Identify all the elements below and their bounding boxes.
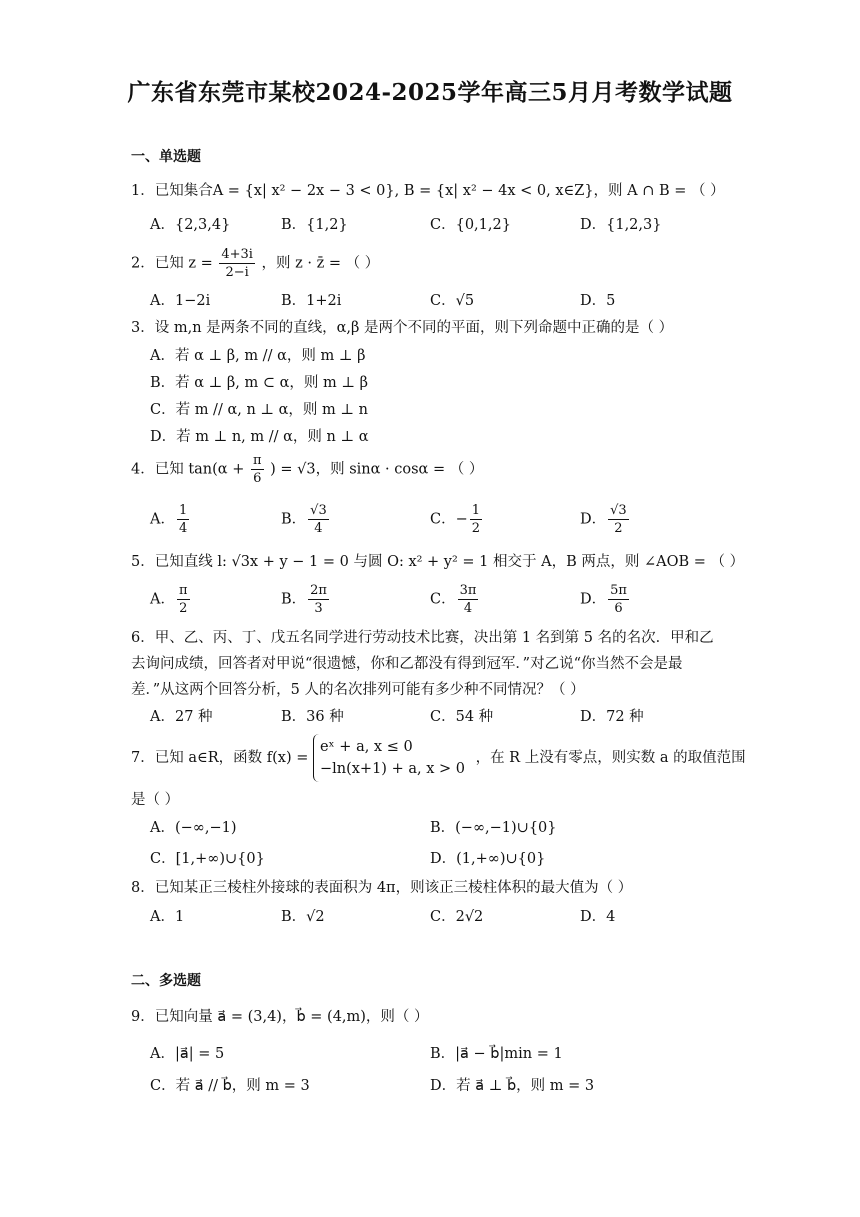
q4-a-den: 4 [178, 521, 188, 536]
q7-option-d: D．(1,+∞)∪{0} [430, 851, 546, 867]
q8-option-b: B．√2 [281, 909, 325, 925]
q5-d-num: 5π [610, 583, 627, 598]
q4-option-a [150, 504, 191, 535]
q1-option-d: D．{1,2,3} [580, 217, 662, 233]
q7-stem-post: ，在 R 上没有零点，则实数 a 的取值范围 [475, 750, 746, 766]
q4-option-b-label: B． [281, 511, 307, 528]
q1-option-c: C．{0,1,2} [430, 217, 511, 233]
q5-option-d-frac [608, 584, 629, 615]
q9-option-b: B．|a⃗ − b⃗|min = 1 [430, 1046, 563, 1062]
q5-a-den: 2 [179, 601, 188, 616]
q4-b-den: 4 [314, 521, 323, 536]
question-4-stem [131, 454, 483, 485]
q1-option-b: B．{1,2} [281, 217, 348, 233]
q4-option-c-label: C．− [430, 511, 468, 528]
q4-option-a-label: A． [150, 511, 175, 528]
q2-option-a: A．1−2i [150, 293, 211, 309]
question-2-stem [131, 248, 379, 279]
q9-option-d: D．若 a⃗ ⊥ b⃗，则 m = 3 [430, 1078, 595, 1094]
section-multiple-choice: 二、多选题 [131, 973, 201, 989]
q4-a-num: 1 [178, 503, 188, 518]
q6-option-b: B．36 种 [281, 709, 344, 725]
exam-title: 广东省东莞市某校2024-2025学年高三5月月考数学试题 [127, 79, 733, 106]
q8-option-a: A．1 [150, 909, 185, 925]
q7-option-a: A．(−∞,−1) [150, 820, 237, 836]
q5-option-a [150, 584, 192, 615]
question-3-stem: 3．设 m,n 是两条不同的直线，α,β 是两个不同的平面，则下列命题中正确的是（ ） [131, 320, 674, 336]
q3-option-d: D．若 m ⊥ n, m // α，则 n ⊥ α [150, 429, 369, 445]
q4-stem-pre: 4．已知 tan(α + [131, 461, 245, 478]
question-9-stem: 9．已知向量 a⃗ = (3,4)，b⃗ = (4,m)，则（ ） [131, 1009, 429, 1025]
q2-fraction-num: 4+3i [221, 247, 253, 262]
q4-option-c [430, 504, 484, 535]
q2-option-b: B．1+2i [281, 293, 342, 309]
q5-option-d-label: D． [580, 591, 607, 608]
question-8-stem: 8．已知某正三棱柱外接球的表面积为 4π，则该正三棱柱体积的最大值为（ ） [131, 880, 633, 896]
section-single-choice: 一、单选题 [131, 149, 201, 165]
q5-option-c [430, 584, 480, 615]
q7-option-c: C．[1,+∞)∪{0} [150, 851, 265, 867]
q5-option-a-label: A． [150, 591, 175, 608]
q1-option-a: A．{2,3,4} [150, 217, 231, 233]
question-5-stem: 5．已知直线 l: √3x + y − 1 = 0 与圆 O: x² + y² = 1 相交于 A，B 两点，则 ∠AOB = （ ） [131, 554, 745, 570]
q4-option-d [580, 504, 631, 535]
q3-option-b: B．若 α ⊥ β, m ⊂ α，则 m ⊥ β [150, 375, 369, 391]
q2-fraction-den: 2−i [225, 265, 249, 280]
q4-d-den: 2 [614, 521, 623, 536]
q3-option-c: C．若 m // α, n ⊥ α，则 m ⊥ n [150, 402, 368, 418]
q2-stem-pre: 2．已知 z = [131, 255, 213, 272]
q7-case-2: −ln(x+1) + a, x > 0 [319, 761, 465, 777]
q7-piecewise [313, 734, 471, 782]
q5-c-den: 4 [463, 601, 473, 616]
q4-option-c-frac [470, 504, 482, 535]
q3-option-a: A．若 α ⊥ β, m // α，则 m ⊥ β [150, 348, 366, 364]
q4-fraction [251, 454, 264, 485]
q4-b-num: √3 [310, 503, 327, 518]
q5-option-b-frac [308, 584, 329, 615]
q4-fraction-num: π [252, 453, 262, 468]
q4-option-d-frac [608, 504, 629, 535]
q2-stem-post: ，则 z · z̄ = （ ） [261, 255, 380, 272]
q5-option-c-frac [458, 584, 479, 615]
q8-option-d: D．4 [580, 909, 616, 925]
q2-fraction [219, 248, 255, 279]
q6-option-c: C．54 种 [430, 709, 494, 725]
question-6-line-3: 差．”从这两个回答分析，5 人的名次排列可能有多少种不同情况？（ ） [131, 682, 585, 698]
question-7-stem [131, 734, 746, 782]
q8-option-c: C．2√2 [430, 909, 484, 925]
q5-option-b-label: B． [281, 591, 307, 608]
q5-b-den: 3 [314, 601, 323, 616]
q4-option-b-frac [308, 504, 329, 535]
q4-stem-post: ) = √3，则 sinα · cosα = （ ） [270, 461, 484, 478]
question-1-stem: 1．已知集合A = {x| x² − 2x − 3 < 0}, B = {x| x² − 4x < 0, x∈Z}，则 A ∩ B = （ ） [131, 183, 725, 199]
q5-c-num: 3π [459, 583, 477, 598]
q5-option-d [580, 584, 631, 615]
q4-d-num: √3 [610, 503, 627, 518]
question-6-line-2: 去询问成绩，回答者对甲说“很遗憾，你和乙都没有得到冠军．”对乙说“你当然不会是最 [131, 656, 683, 672]
q4-option-d-label: D． [580, 511, 607, 528]
q5-option-a-frac [177, 584, 190, 615]
q6-option-d: D．72 种 [580, 709, 644, 725]
question-7-line-2: 是（ ） [131, 792, 180, 808]
q5-option-c-label: C． [430, 591, 456, 608]
q9-option-c: C．若 a⃗ // b⃗，则 m = 3 [150, 1078, 310, 1094]
q4-fraction-den: 6 [253, 471, 262, 486]
q5-option-b [281, 584, 331, 615]
q5-b-num: 2π [310, 583, 327, 598]
q5-a-num: π [178, 583, 188, 598]
q4-c-den: 2 [471, 521, 481, 536]
q7-option-b: B．(−∞,−1)∪{0} [430, 820, 557, 836]
question-6-line-1: 6．甲、乙、丙、丁、戊五名同学进行劳动技术比赛，决出第 1 名到第 5 名的名次．甲和乙 [131, 630, 714, 646]
q4-option-a-frac [177, 504, 189, 535]
q7-case-1: eˣ + a, x ≤ 0 [319, 739, 413, 755]
q9-option-a: A．|a⃗| = 5 [150, 1046, 225, 1062]
q5-d-den: 6 [614, 601, 623, 616]
q4-option-b [281, 504, 331, 535]
q4-c-num: 1 [471, 503, 481, 518]
q2-option-c: C．√5 [430, 293, 475, 309]
q2-option-d: D．5 [580, 293, 616, 309]
q6-option-a: A．27 种 [150, 709, 213, 725]
q7-stem-pre: 7．已知 a∈R，函数 f(x) = [131, 750, 309, 766]
